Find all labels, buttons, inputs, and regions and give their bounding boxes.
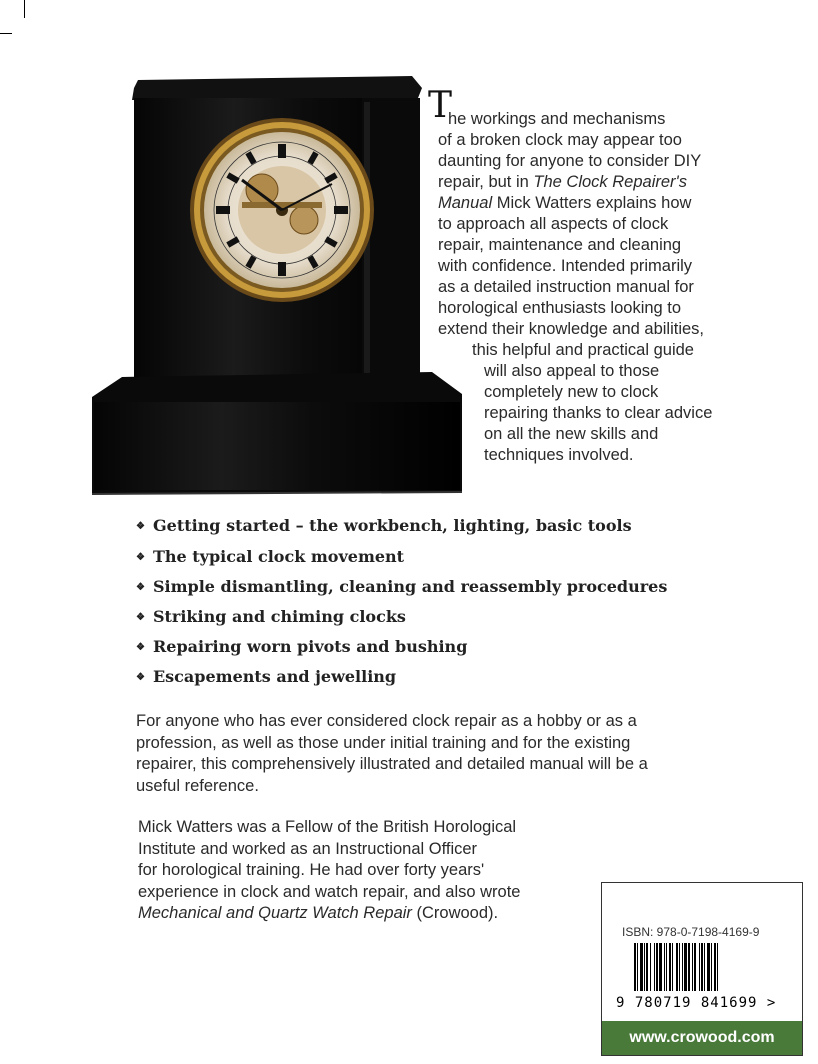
list-item-text: Getting started – the workbench, lighting, basic tools bbox=[152, 516, 632, 535]
blurb-line: to approach all aspects of clock bbox=[438, 215, 669, 233]
list-item bbox=[136, 667, 396, 686]
crop-mark-vertical bbox=[24, 0, 25, 18]
blurb-line: of a broken clock may appear too bbox=[438, 131, 682, 149]
book-title-end: Manual bbox=[438, 194, 493, 212]
crop-mark-horizontal bbox=[0, 33, 12, 34]
diamond-bullet-icon: ❖ bbox=[136, 521, 145, 532]
blurb-line: completely new to clock bbox=[484, 383, 659, 401]
paragraph-line: for horological training. He had over forty years' bbox=[138, 861, 485, 879]
paragraph-line bbox=[138, 903, 520, 925]
blurb-line: will also appeal to those bbox=[484, 362, 660, 380]
list-item bbox=[136, 516, 632, 535]
blurb-line: techniques involved. bbox=[484, 446, 634, 464]
blurb-line: with confidence. Intended primarily bbox=[438, 257, 693, 275]
blurb-line: repair, maintenance and cleaning bbox=[438, 236, 682, 254]
isbn-label: ISBN: 978-0-7198-4169-9 bbox=[622, 925, 760, 939]
blurb-line: horological enthusiasts looking to bbox=[438, 299, 682, 317]
paragraph-line: Mick Watters was a Fellow of the British Horological bbox=[138, 818, 517, 836]
blurb-line bbox=[438, 172, 687, 193]
barcode-image bbox=[612, 943, 792, 995]
paragraph-line: Institute and worked as an Instructional Officer bbox=[138, 839, 478, 858]
blurb-line: on all the new skills and bbox=[484, 425, 659, 443]
blurb-line-part: repair, but in bbox=[438, 173, 529, 191]
list-item-text: Repairing worn pivots and bushing bbox=[152, 637, 468, 656]
author-bio bbox=[138, 817, 520, 925]
paragraph-line: repairer, this comprehensively illustrated and detailed manual will be a bbox=[136, 755, 648, 773]
blurb-line: this helpful and practical guide bbox=[472, 341, 694, 359]
mantel-clock-image bbox=[92, 72, 462, 497]
barcode-panel bbox=[601, 882, 803, 1056]
list-item-text: The typical clock movement bbox=[152, 547, 405, 566]
website-link[interactable]: www.crowood.com bbox=[602, 1021, 802, 1055]
list-item-text: Striking and chiming clocks bbox=[152, 607, 406, 626]
drop-cap: T bbox=[428, 85, 453, 126]
list-item bbox=[136, 637, 467, 656]
diamond-bullet-icon: ❖ bbox=[136, 552, 145, 563]
paragraph-line: experience in clock and watch repair, and also wrote bbox=[138, 882, 521, 901]
paragraph-line: useful reference. bbox=[136, 776, 259, 795]
list-item bbox=[136, 577, 667, 596]
list-item-text: Escapements and jewelling bbox=[152, 667, 397, 686]
list-item bbox=[136, 547, 404, 566]
blurb-line bbox=[438, 193, 691, 214]
blurb-line-part: Mick Watters explains how bbox=[492, 194, 692, 212]
blurb-line: he workings and mechanisms bbox=[448, 110, 666, 128]
diamond-bullet-icon: ❖ bbox=[136, 582, 145, 593]
other-book-title: Mechanical and Quartz Watch Repair bbox=[138, 904, 412, 922]
summary-paragraph bbox=[136, 711, 648, 797]
blurb-line: daunting for anyone to consider DIY bbox=[438, 152, 702, 170]
blurb-line: repairing thanks to clear advice bbox=[484, 404, 713, 422]
blurb-line: as a detailed instruction manual for bbox=[438, 278, 694, 296]
paragraph-line: For anyone who has ever considered clock repair as a hobby or as a bbox=[136, 712, 637, 730]
barcode-digits: 9 780719 841699 > bbox=[616, 995, 777, 1011]
paragraph-line-part: (Crowood). bbox=[411, 904, 499, 922]
list-item bbox=[136, 607, 406, 626]
diamond-bullet-icon: ❖ bbox=[136, 642, 145, 653]
list-item-text: Simple dismantling, cleaning and reassembly procedures bbox=[152, 577, 668, 596]
blurb-line: extend their knowledge and abilities, bbox=[438, 320, 705, 338]
diamond-bullet-icon: ❖ bbox=[136, 672, 145, 683]
book-title: The Clock Repairer's bbox=[533, 173, 687, 191]
paragraph-line: profession, as well as those under initial training and for the existing bbox=[136, 733, 631, 752]
diamond-bullet-icon: ❖ bbox=[136, 612, 145, 623]
